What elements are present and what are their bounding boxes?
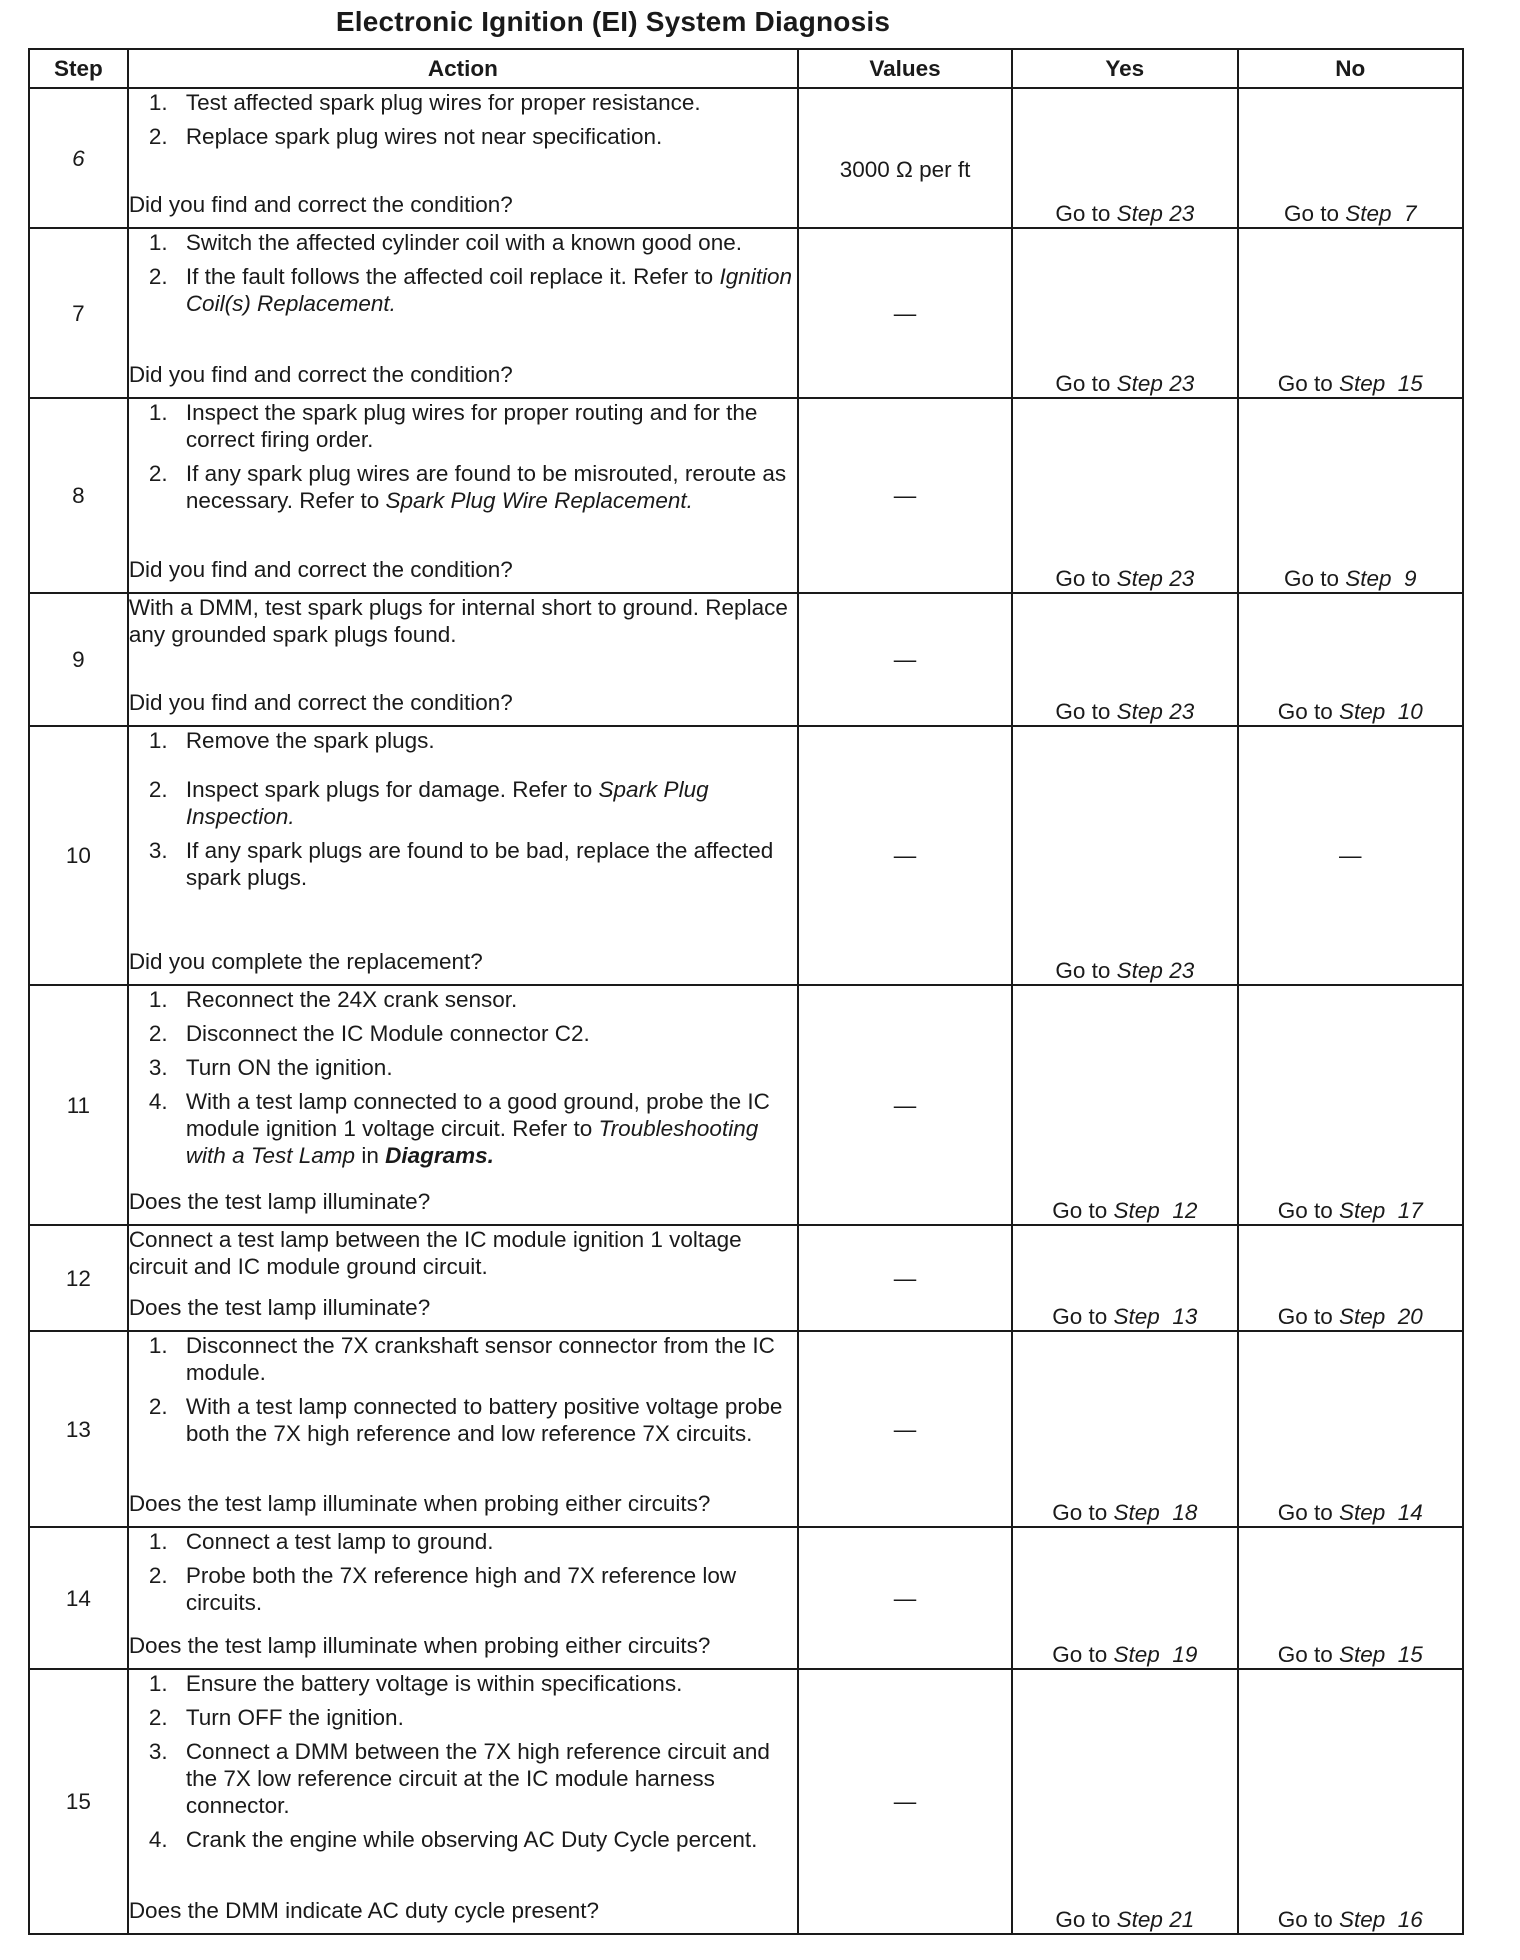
question-text: Does the test lamp illuminate? [128, 1295, 431, 1320]
no-outcome: Go to Step 20 [1238, 1225, 1463, 1331]
header-values: Values [798, 49, 1012, 88]
no-outcome: Go to Step 14 [1238, 1331, 1463, 1527]
action-cell [128, 1527, 798, 1669]
table-row [29, 985, 1463, 1225]
table-row [29, 1225, 1463, 1331]
page-title: Electronic Ignition (EI) System Diagnosis [335, 6, 891, 37]
list-item: 1. Ensure the battery voltage is within specifications. [148, 1671, 683, 1696]
action-cell [128, 1331, 798, 1527]
action-cell [128, 726, 798, 985]
spec-value: — [798, 985, 1012, 1225]
list-item: 4. With a test lamp connected to a good ground, probe the IC module ignition 1 voltage circuit. Refer to Troubleshooting with a Test Lamp in Diagrams. [148, 1089, 770, 1168]
list-item: 1. Test affected spark plug wires for proper resistance. [148, 90, 701, 115]
step-number: 7 [29, 228, 128, 398]
header-no: No [1238, 49, 1463, 88]
question-text: Did you find and correct the condition? [128, 557, 513, 582]
no-outcome: Go to Step 9 [1238, 398, 1463, 593]
step-number: 11 [29, 985, 128, 1225]
action-cell [128, 228, 798, 398]
question-text: Does the test lamp illuminate? [128, 1189, 431, 1214]
list-item: 1. Remove the spark plugs. [148, 728, 435, 753]
list-item: 2. If the fault follows the affected coil replace it. Refer to Ignition Coil(s) Replacement. [148, 264, 792, 316]
list-item: 2. Replace spark plug wires not near specification. [148, 124, 663, 149]
list-item: 2. Inspect spark plugs for damage. Refer to Spark Plug Inspection. [148, 777, 709, 829]
question-text: Does the test lamp illuminate when probing either circuits? [128, 1633, 711, 1658]
yes-outcome: Go to Step 23 [1012, 228, 1237, 398]
table-row [29, 593, 1463, 726]
spec-value: — [798, 726, 1012, 985]
action-cell [128, 593, 798, 726]
reference-link: Spark Plug Wire Replacement. [385, 488, 693, 513]
header-action: Action [128, 49, 798, 88]
diagnosis-table [28, 48, 1464, 1935]
spec-value: — [798, 1225, 1012, 1331]
spec-value: — [798, 1527, 1012, 1669]
spec-value: — [798, 1331, 1012, 1527]
step-number: 6 [29, 88, 128, 228]
step-number: 15 [29, 1669, 128, 1934]
no-outcome: Go to Step 17 [1238, 985, 1463, 1225]
step-number: 12 [29, 1225, 128, 1331]
list-item: 2. Disconnect the IC Module connector C2. [148, 1021, 590, 1046]
list-item: 2. Probe both the 7X reference high and 7X reference low circuits. [148, 1563, 737, 1615]
table-header-row [29, 49, 1463, 88]
list-item: 1. Connect a test lamp to ground. [148, 1529, 494, 1554]
step-number: 14 [29, 1527, 128, 1669]
list-item: 4. Crank the engine while observing AC Duty Cycle percent. [148, 1827, 758, 1852]
yes-outcome: Go to Step 12 [1012, 985, 1237, 1225]
action-cell [128, 1669, 798, 1934]
yes-outcome: Go to Step 19 [1012, 1527, 1237, 1669]
table-row [29, 1527, 1463, 1669]
action-cell [128, 398, 798, 593]
no-outcome: Go to Step 15 [1238, 228, 1463, 398]
spec-value: 3000 Ω per ft [798, 88, 1012, 228]
action-text: Connect a test lamp between the IC module ignition 1 voltage circuit and IC module ground circuit. [128, 1227, 742, 1279]
reference-link: Ignition Coil(s) Replacement. [185, 264, 792, 316]
table-row [29, 228, 1463, 398]
list-item: 3. Connect a DMM between the 7X high reference circuit and the 7X low reference circuit at the IC module harness connector. [148, 1739, 770, 1818]
list-item: 1. Disconnect the 7X crankshaft sensor connector from the IC module. [148, 1333, 775, 1385]
header-step: Step [29, 49, 128, 88]
step-number: 13 [29, 1331, 128, 1527]
list-item: 3. If any spark plugs are found to be bad, replace the affected spark plugs. [148, 838, 774, 890]
step-number: 9 [29, 593, 128, 726]
list-item: 1. Switch the affected cylinder coil with a known good one. [148, 230, 742, 255]
question-text: Does the DMM indicate AC duty cycle present? [128, 1898, 600, 1923]
action-text: With a DMM, test spark plugs for internal short to ground. Replace any grounded spark plugs found. [128, 595, 788, 647]
list-item: 2. Turn OFF the ignition. [148, 1705, 404, 1730]
list-item: 1. Reconnect the 24X crank sensor. [148, 987, 518, 1012]
spec-value: — [798, 1669, 1012, 1934]
no-outcome: Go to Step 7 [1238, 88, 1463, 228]
yes-outcome: Go to Step 18 [1012, 1331, 1237, 1527]
spec-value: — [798, 398, 1012, 593]
table-row [29, 726, 1463, 985]
step-number: 10 [29, 726, 128, 985]
yes-outcome: Go to Step 23 [1012, 593, 1237, 726]
yes-outcome: Go to Step 21 [1012, 1669, 1237, 1934]
reference-link: Diagrams. [385, 1143, 494, 1168]
yes-outcome: Go to Step 23 [1012, 398, 1237, 593]
list-item: 1. Inspect the spark plug wires for proper routing and for the correct firing order. [148, 400, 758, 452]
list-item: 3. Turn ON the ignition. [148, 1055, 393, 1080]
no-outcome: — [1238, 726, 1463, 985]
reference-link: Troubleshooting with a Test Lamp [185, 1116, 759, 1168]
spec-value: — [798, 593, 1012, 726]
no-outcome: Go to Step 15 [1238, 1527, 1463, 1669]
yes-outcome: Go to Step 23 [1012, 726, 1237, 985]
yes-outcome: Go to Step 13 [1012, 1225, 1237, 1331]
table-row [29, 398, 1463, 593]
list-item: 2. With a test lamp connected to battery positive voltage probe both the 7X high reference and low reference 7X circuits. [148, 1394, 783, 1446]
yes-outcome: Go to Step 23 [1012, 88, 1237, 228]
no-outcome: Go to Step 16 [1238, 1669, 1463, 1934]
step-number: 8 [29, 398, 128, 593]
question-text: Did you find and correct the condition? [128, 690, 513, 715]
question-text: Did you complete the replacement? [128, 949, 483, 974]
reference-link: Spark Plug Inspection. [185, 777, 709, 829]
question-text: Did you find and correct the condition? [128, 362, 513, 387]
action-cell [128, 1225, 798, 1331]
list-item: 2. If any spark plug wires are found to be misrouted, reroute as necessary. Refer to Spark Plug Wire Replacement. [148, 461, 787, 513]
action-cell [128, 985, 798, 1225]
question-text: Did you find and correct the condition? [128, 192, 513, 217]
header-yes: Yes [1012, 49, 1237, 88]
no-outcome: Go to Step 10 [1238, 593, 1463, 726]
table-row [29, 1669, 1463, 1934]
table-row [29, 88, 1463, 228]
question-text: Does the test lamp illuminate when probing either circuits? [128, 1491, 711, 1516]
table-row [29, 1331, 1463, 1527]
action-cell [128, 88, 798, 228]
spec-value: — [798, 228, 1012, 398]
